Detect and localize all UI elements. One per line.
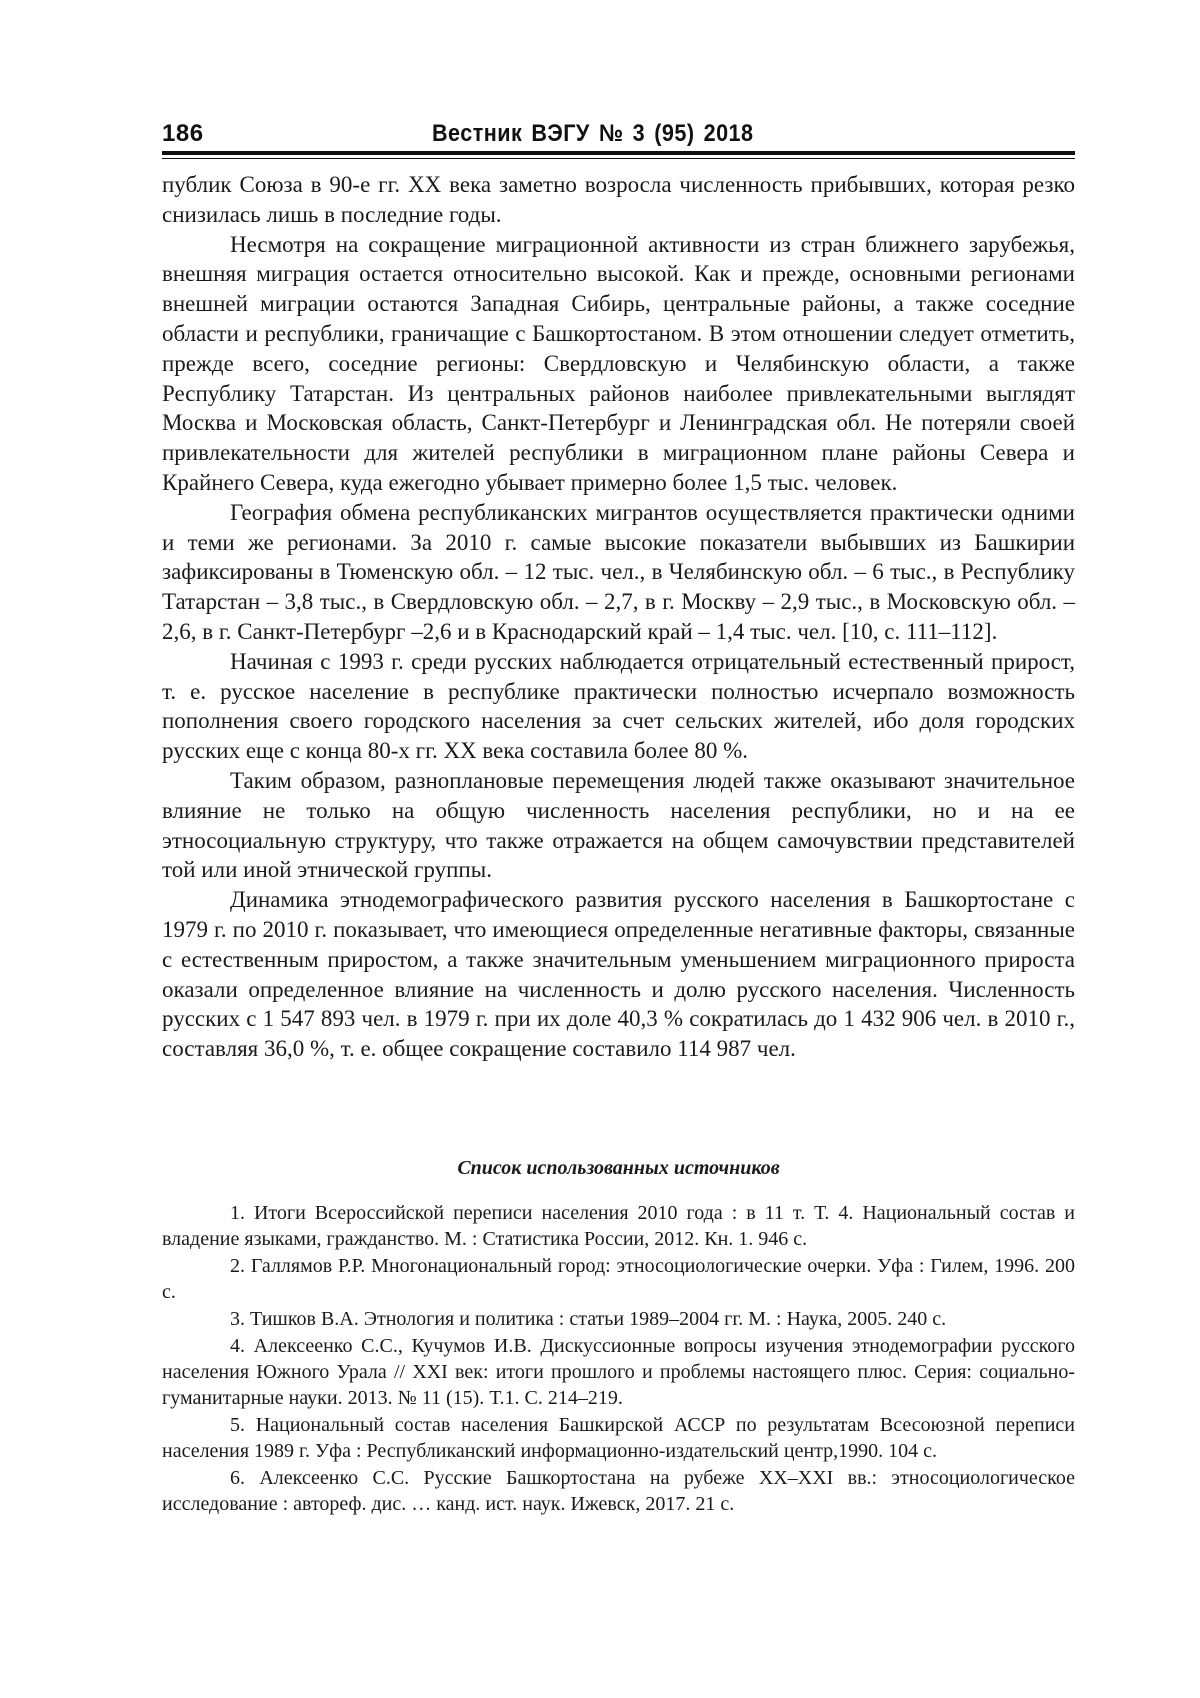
paragraph-continuation: публик Союза в 90-е гг. XX века заметно возросла численность прибывших, которая резко снизилась лишь в последние годы.	[162, 172, 1075, 227]
paragraph: Несмотря на сокращение миграционной активности из стран ближнего зарубежья, внешняя миграция остается относительно высокой. Как и прежде, основными регионами внешней миграции остаются Западная Сибирь, центральные районы, а также соседние области и республики, граничащие с Башкортостаном. В этом отношении следует отметить, прежде всего, соседние регионы: Свердловскую и Челябинскую области, а также Республику Татарстан. Из центральных районов наиболее привлекательными выглядят Москва и Московская область, Санкт-Петербург и Ленинградская обл. Не потеряли своей привлекательности для жителей республики в миграционном плане районы Севера и Крайнего Севера, куда ежегодно убывает примерно более 1,5 тыс. человек.	[162, 231, 1075, 495]
article-body	[162, 170, 1075, 1064]
reference-item: 3. Тишков В.А. Этнология и политика : статьи 1989–2004 гг. М. : Наука, 2005. 240 с.	[230, 1308, 947, 1330]
reference-item: 4. Алексеенко С.С., Кучумов И.В. Дискуссионные вопросы изучения этнодемографии русского населения Южного Урала // XXI век: итоги прошлого и проблемы настоящего плюс. Серия: социально-гуманитарные науки. 2013. № 11 (15). Т.1. С. 214–219.	[162, 1335, 1075, 1409]
paragraph: География обмена республиканских мигрантов осуществляется практически одними и теми же регионами. За 2010 г. самые высокие показатели выбывших из Башкирии зафиксированы в Тюменскую обл. – 12 тыс. чел., в Челябинскую обл. – 6 тыс., в Республику Татарстан – 3,8 тыс., в Свердловскую обл. – 2,7, в г. Москву – 2,9 тыс., в Московскую обл. – 2,6, в г. Санкт-Петербург –2,6 и в Краснодарский край – 1,4 тыс. чел. [10, с. 111–112].	[162, 499, 1075, 644]
reference-item: 2. Галлямов Р.Р. Многонациональный город: этносоциологические очерки. Уфа : Гилем, 1996. 200 с.	[162, 1255, 1075, 1303]
references-heading: Список использованных источников	[457, 1157, 780, 1179]
paragraph: Динамика этнодемографического развития русского населения в Башкортостане с 1979 г. по 2010 г. показывает, что имеющиеся определенные негативные факторы, связанные с естественным приростом, а также значительным уменьшением миграционного прироста оказали определенное влияние на численность и долю русского населения. Численность русских с 1 547 893 чел. в 1979 г. при их доле 40,3 % сократилась до 1 432 906 чел. в 2010 г., составляя 36,0 %, т. е. общее сокращение составило 114 987 чел.	[162, 887, 1075, 1062]
paragraph: Начиная с 1993 г. среди русских наблюдается отрицательный естественный прирост, т. е. русское население в республике практически полностью исчерпало возможность пополнения своего городского населения за счет сельских жителей, ибо доля городских русских еще с конца 80-х гг. XX века составила более 80 %.	[162, 648, 1075, 764]
page-number: 186	[162, 120, 204, 147]
reference-item: 6. Алексеенко С.С. Русские Башкортостана на рубеже XX–XXI вв.: этносоциологическое исследование : автореф. дис. … канд. ист. наук. Ижевск, 2017. 21 с.	[162, 1467, 1075, 1515]
paragraph: Таким образом, разноплановые перемещения людей также оказывают значительное влияние не только на общую численность населения республики, но и на ее этносоциальную структуру, что также отражается на общем самочувствии представителей той или иной этнической группы.	[162, 767, 1075, 883]
reference-item: 1. Итоги Всероссийской переписи населения 2010 года : в 11 т. Т. 4. Национальный состав и владение языками, гражданство. М. : Статистика России, 2012. Кн. 1. 946 с.	[162, 1202, 1075, 1250]
running-header	[162, 108, 1075, 148]
header-rule-thin	[162, 158, 1075, 159]
references-list	[162, 1200, 1075, 1518]
header-rule-thick	[162, 151, 1075, 155]
reference-item: 5. Национальный состав населения Башкирской АССР по результатам Всесоюзной переписи населения 1989 г. Уфа : Республиканский информационно-издательский центр,1990. 104 с.	[162, 1414, 1075, 1462]
journal-title: Вестник ВЭГУ № 3 (95) 2018	[432, 120, 754, 147]
